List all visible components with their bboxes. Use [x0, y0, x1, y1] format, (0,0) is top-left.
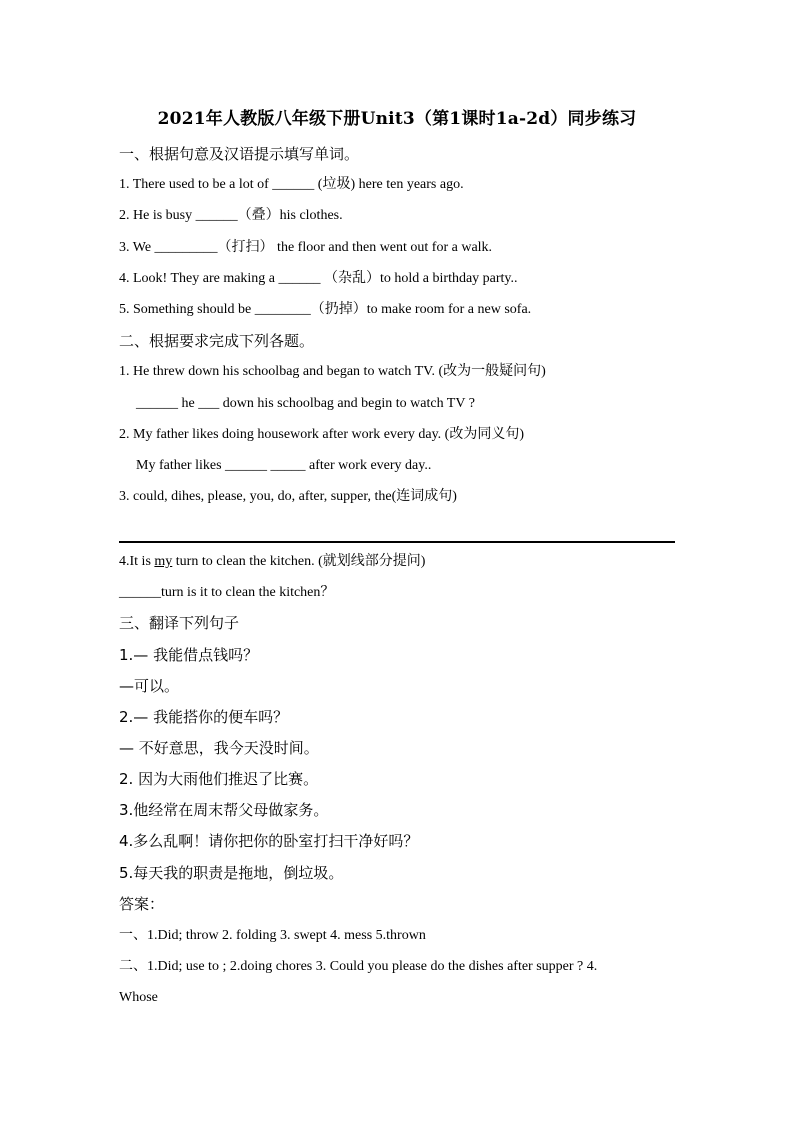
- section2-answer-line-4: ______turn is it to clean the kitchen？: [119, 585, 335, 600]
- section2-answer-line-1: ______ he ___ down his schoolbag and begin to watch TV ?: [136, 396, 475, 411]
- q4-underlined-word: my: [154, 554, 173, 569]
- section1-item-5: 5. Something should be ________（扔掉）to make room for a new sofa.: [119, 302, 532, 317]
- answers-heading: 答案：: [119, 895, 165, 913]
- section3-item-5: 4.多么乱啊！请你把你的卧室打扫干净好吗？: [119, 832, 419, 850]
- section3-heading: 三、翻译下列句子: [119, 614, 240, 632]
- section3-item-6: 5.每天我的职责是拖地，倒垃圾。: [119, 864, 344, 882]
- section3-item-4: 3.他经常在周末帮父母做家务。: [119, 801, 329, 819]
- section3-item-2-reply: — 不好意思，我今天没时间。: [119, 739, 319, 757]
- section1-item-3: 3. We _________（打扫） the floor and then went out for a walk.: [119, 240, 493, 255]
- section2-question-1: 1. He threw down his schoolbag and began to watch TV. (改为一般疑问句): [119, 364, 546, 379]
- section3-item-1: 1.— 我能借点钱吗？: [119, 646, 259, 664]
- section2-heading: 二、根据要求完成下列各题。: [119, 332, 315, 350]
- q4-prefix: 4.It is: [119, 554, 155, 569]
- section1-heading: 一、根据句意及汉语提示填写单词。: [119, 145, 360, 163]
- section2-question-4: [119, 553, 425, 571]
- answers-line-1: 一、1.Did; throw 2. folding 3. swept 4. mess 5.thrown: [119, 928, 426, 943]
- section1-item-2: 2. He is busy ______（叠）his clothes.: [119, 208, 343, 223]
- answers-line-3: Whose: [119, 990, 158, 1005]
- section3-item-2: 2.— 我能搭你的便车吗？: [119, 708, 289, 726]
- section3-item-1-reply: —可以。: [119, 677, 180, 695]
- page-title: 2021年人教版八年级下册Unit3（第1课时1a-2d）同步练习: [157, 109, 637, 129]
- section2-question-3: 3. could, dihes, please, you, do, after, supper, the(连词成句): [119, 489, 457, 504]
- answer-rule-line: [119, 541, 675, 543]
- section1-item-4: 4. Look! They are making a ______ （杂乱）to hold a birthday party..: [119, 271, 518, 286]
- section3-item-3: 2. 因为大雨他们推迟了比赛。: [119, 770, 319, 788]
- section2-answer-line-2: My father likes ______ _____ after work every day..: [136, 458, 432, 473]
- section2-question-2: 2. My father likes doing housework after work every day. (改为同义句): [119, 427, 524, 442]
- section1-item-1: 1. There used to be a lot of ______ (垃圾) here ten years ago.: [119, 177, 464, 192]
- answers-line-2: 二、1.Did; use to ; 2.doing chores 3. Could you please do the dishes after supper ? 4.: [119, 959, 598, 974]
- q4-suffix: turn to clean the kitchen. (就划线部分提问): [172, 554, 426, 569]
